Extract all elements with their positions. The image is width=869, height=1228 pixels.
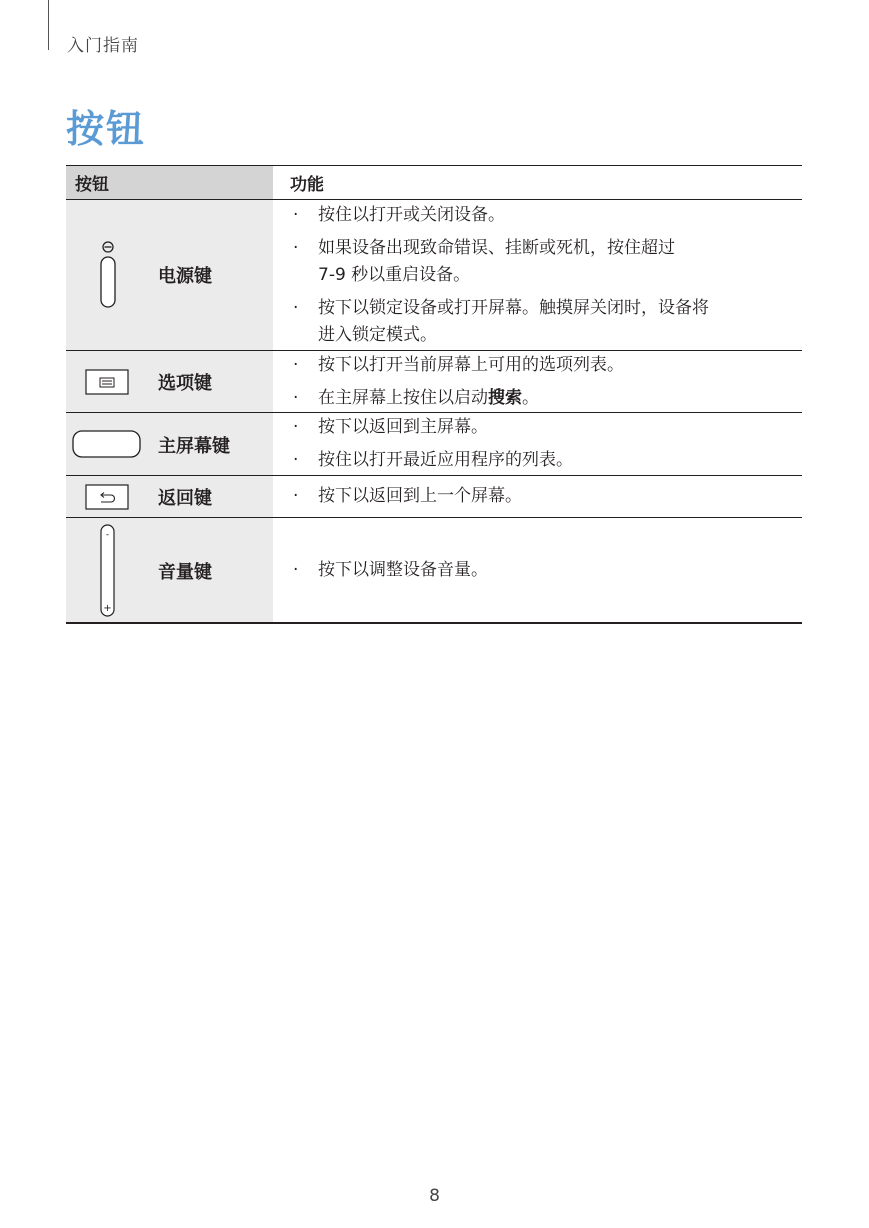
function-cell-home	[273, 413, 802, 475]
list-item: · 按下以返回到上一个屏幕。	[293, 486, 522, 506]
table-header	[66, 165, 802, 200]
table-row-volume	[66, 518, 802, 624]
key-name-home: 主屏幕键	[158, 436, 230, 457]
table-row-menu	[66, 351, 802, 413]
list-item: · 在主屏幕上按住以启动搜索。	[293, 388, 539, 408]
list-item: · 按下以返回到主屏幕。	[293, 417, 488, 437]
function-cell-menu	[273, 351, 802, 412]
header-function: 功能	[290, 175, 324, 195]
list-item: · 按下以打开当前屏幕上可用的选项列表。	[293, 355, 624, 375]
function-cell-power	[273, 200, 802, 350]
key-cell-volume	[66, 518, 273, 622]
page-number: 8	[429, 1186, 440, 1206]
key-name-menu: 选项键	[158, 373, 212, 394]
key-name-volume: 音量键	[158, 562, 212, 583]
menu-key-icon	[85, 369, 129, 395]
key-cell-home	[66, 413, 273, 475]
function-cell-volume	[273, 518, 802, 622]
key-cell-menu	[66, 351, 273, 412]
key-cell-back	[66, 476, 273, 517]
header-button: 按钮	[66, 166, 273, 199]
power-key-icon	[95, 240, 121, 310]
list-item: · 按下以调整设备音量。	[293, 560, 488, 580]
list-item: · 按住以打开最近应用程序的列表。	[293, 450, 573, 470]
table-row-back	[66, 476, 802, 518]
volume-minus-label: -	[105, 530, 110, 540]
table-row-home	[66, 413, 802, 476]
key-name-power: 电源键	[158, 266, 212, 287]
list-item: · 按住以打开或关闭设备。	[293, 205, 505, 225]
search-keyword: 搜索	[488, 388, 522, 408]
table-row-power	[66, 200, 802, 351]
buttons-table	[66, 165, 802, 624]
list-item: · 如果设备出现致命错误、挂断或死机，按住超过 7-9 秒以重启设备。	[293, 238, 675, 285]
function-cell-back	[273, 476, 802, 517]
volume-plus-label: +	[103, 603, 112, 614]
running-header: 入门指南	[67, 36, 139, 56]
key-name-back: 返回键	[158, 488, 212, 509]
key-cell-power	[66, 200, 273, 350]
back-key-icon	[85, 484, 129, 510]
home-key-icon	[72, 430, 142, 458]
page-title: 按钮	[66, 107, 147, 151]
list-item: · 按下以锁定设备或打开屏幕。触摸屏关闭时，设备将 进入锁定模式。	[293, 298, 709, 345]
margin-rule	[48, 0, 49, 50]
volume-key-icon	[99, 524, 117, 618]
